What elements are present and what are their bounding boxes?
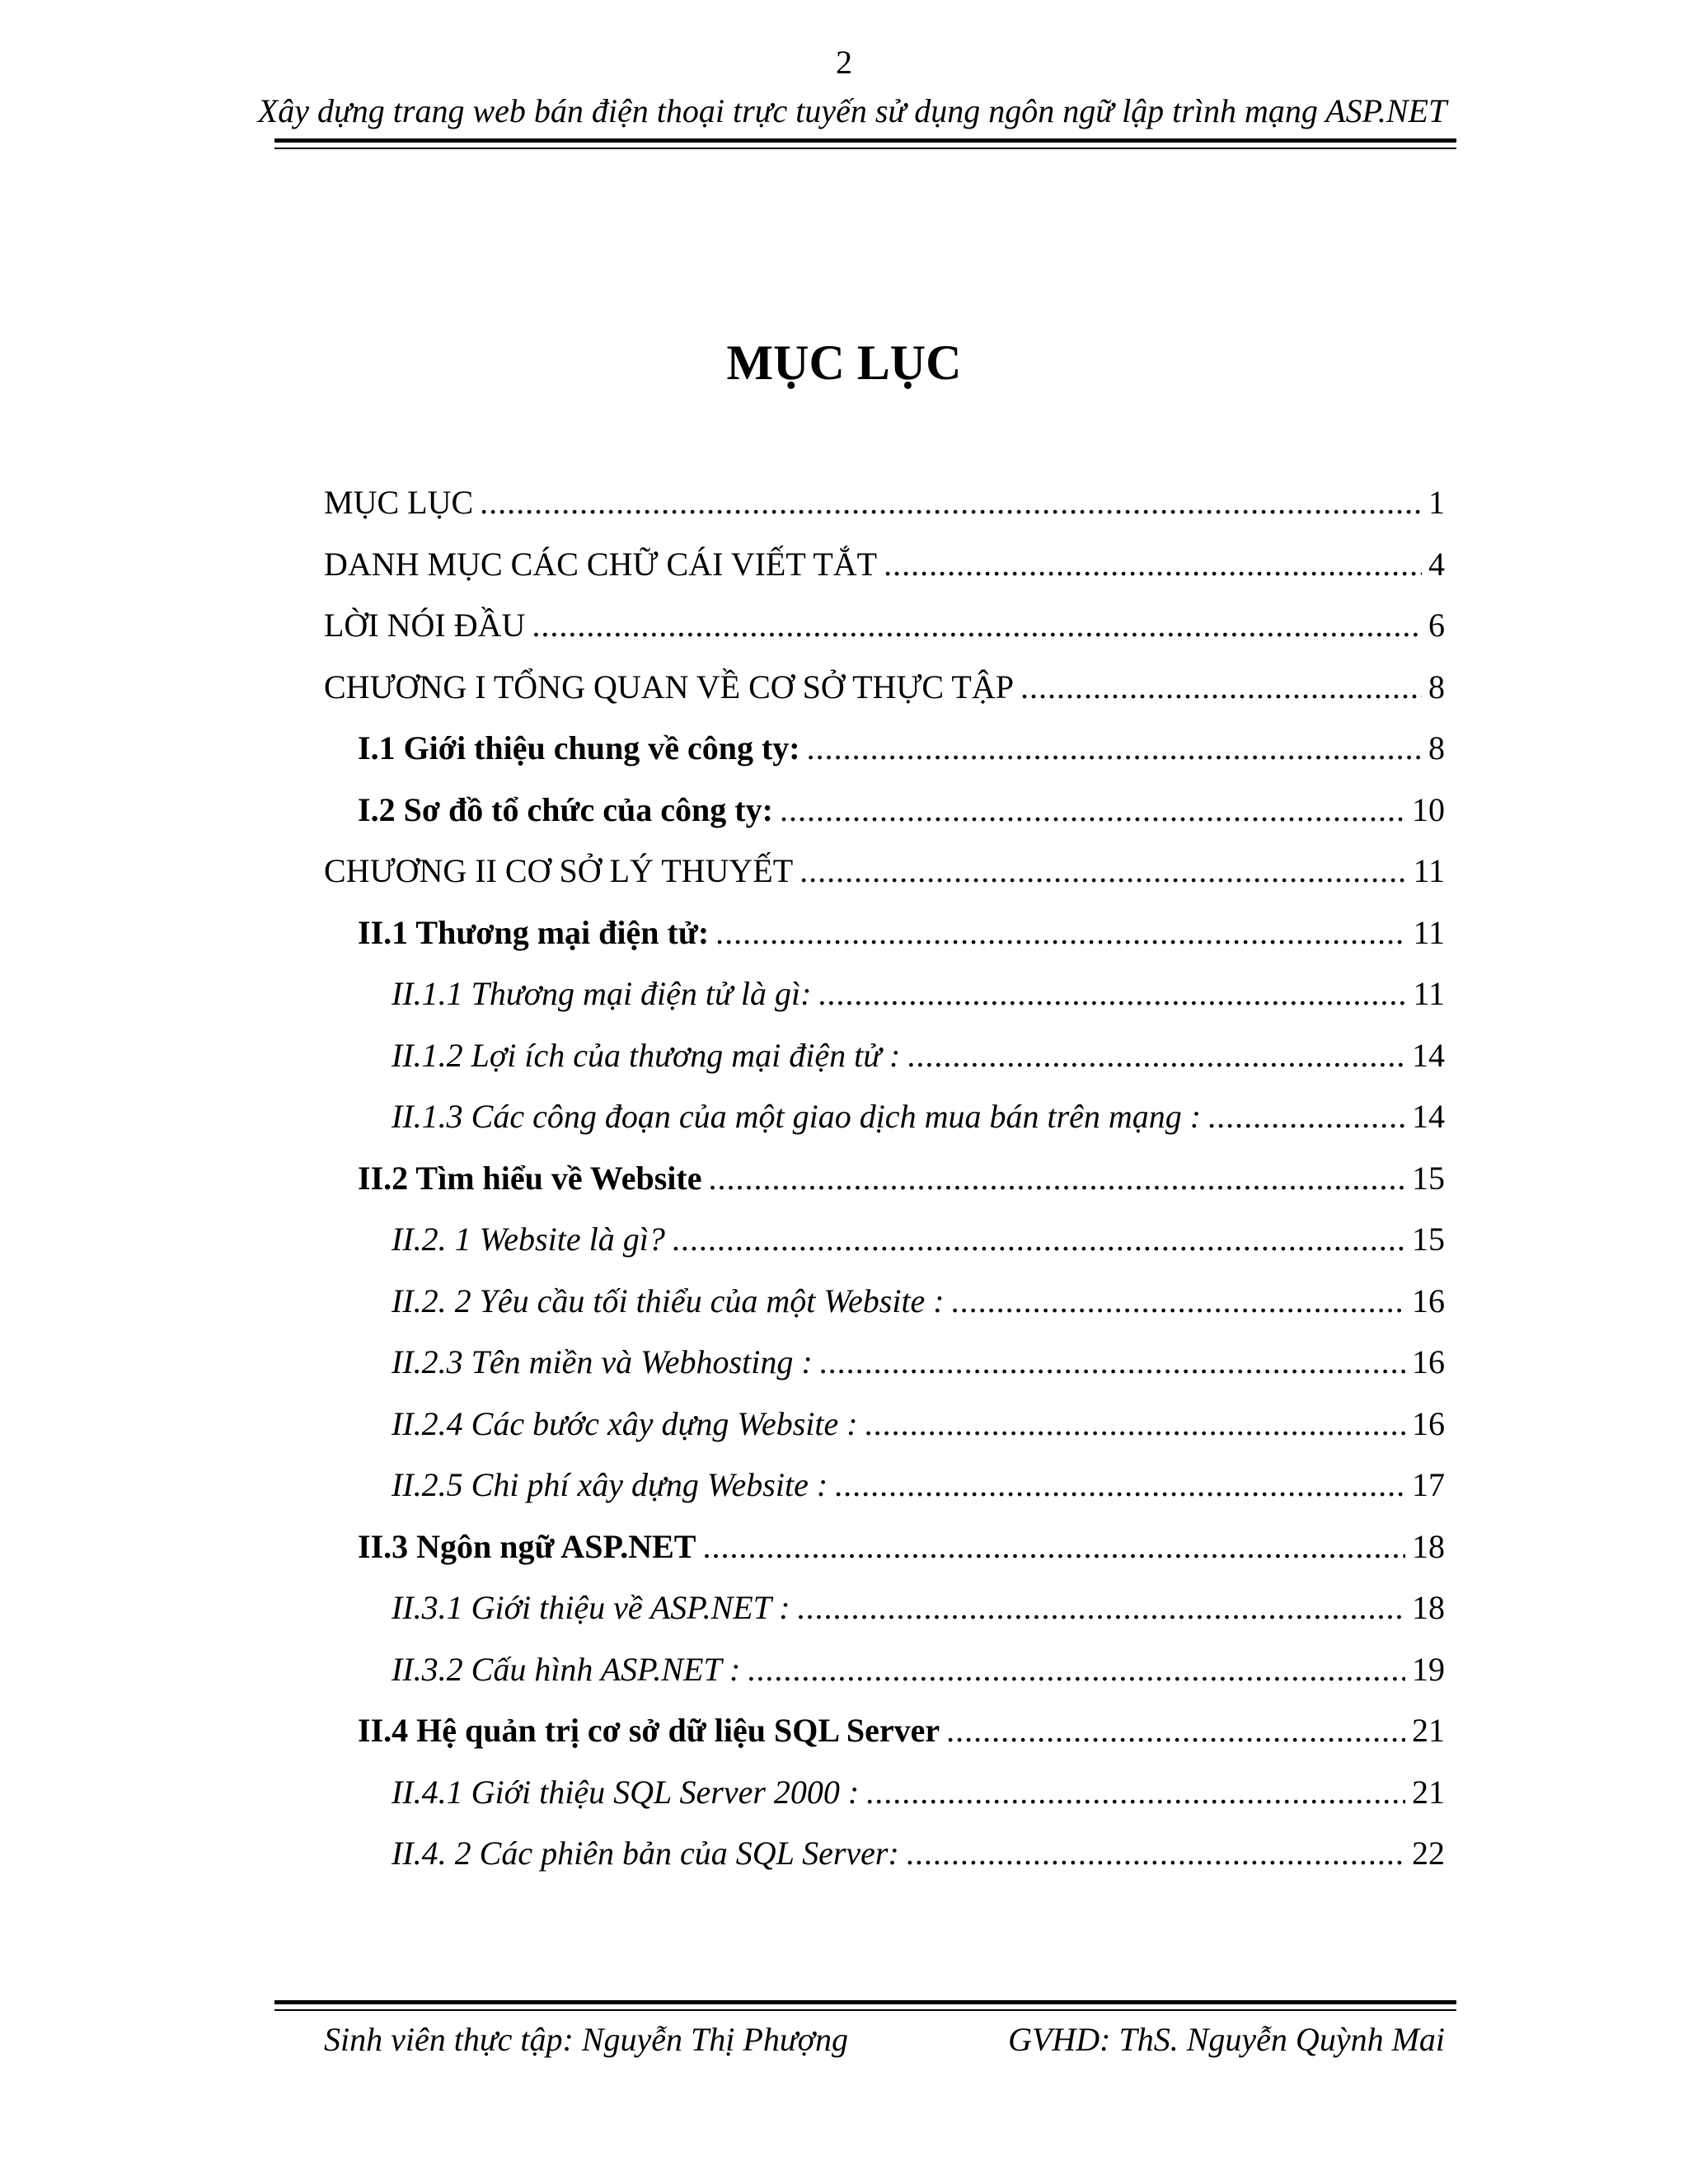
toc-entry-label: I.1 Giới thiệu chung về công ty: bbox=[358, 729, 800, 766]
toc-entry bbox=[392, 1399, 1445, 1449]
toc-dot-leader bbox=[702, 1522, 1405, 1572]
toc-dot-leader bbox=[780, 785, 1405, 835]
toc-entry-page: 18 bbox=[1412, 1527, 1445, 1565]
toc-dot-leader bbox=[799, 846, 1406, 896]
toc-entry bbox=[392, 1215, 1445, 1264]
toc-entry-label: II.2. 2 Yêu cầu tối thiểu của một Website : bbox=[392, 1282, 945, 1319]
toc-entry-page: 14 bbox=[1412, 1098, 1445, 1135]
toc-entry bbox=[324, 478, 1445, 527]
toc-entry-label: II.2.4 Các bước xây dựng Website : bbox=[392, 1404, 858, 1442]
toc-dot-leader bbox=[1020, 663, 1422, 712]
toc-entry-page: 18 bbox=[1412, 1589, 1445, 1626]
header-title: Xây dựng trang web bán điện thoại trực tuyến sử dụng ngôn ngữ lập trình mạng ASP.NET bbox=[257, 92, 1447, 129]
toc-dot-leader bbox=[865, 1768, 1405, 1817]
toc-entry-label: II.2.5 Chi phí xây dựng Website : bbox=[392, 1466, 828, 1503]
toc-entry-label: II.3 Ngôn ngữ ASP.NET bbox=[358, 1527, 696, 1565]
toc-entry-label: II.3.1 Giới thiệu về ASP.NET : bbox=[392, 1589, 790, 1626]
toc-entry-label: II.2.3 Tên miền và Webhosting : bbox=[392, 1343, 813, 1380]
toc-entry-page: 11 bbox=[1413, 975, 1445, 1012]
toc-entry bbox=[392, 1768, 1445, 1817]
toc-entry-label: I.2 Sơ đồ tổ chức của công ty: bbox=[358, 790, 773, 828]
toc-title: MỤC LỤC bbox=[726, 335, 962, 390]
toc-dot-leader bbox=[946, 1706, 1405, 1755]
toc-entry-page: 1 bbox=[1428, 484, 1445, 521]
toc-entry-page: 21 bbox=[1412, 1712, 1445, 1749]
toc-entry-page: 10 bbox=[1412, 790, 1445, 828]
toc-dot-leader bbox=[951, 1277, 1405, 1326]
toc-dot-leader bbox=[672, 1215, 1405, 1264]
footer-student: Sinh viên thực tập: Nguyễn Thị Phượng bbox=[324, 2021, 848, 2058]
toc-entry-page: 16 bbox=[1412, 1282, 1445, 1319]
toc-entry-label: II.4.1 Giới thiệu SQL Server 2000 : bbox=[392, 1773, 860, 1811]
toc-entry bbox=[358, 1154, 1445, 1203]
toc-entry-label: LỜI NÓI ĐẦU bbox=[324, 607, 526, 644]
toc-entry-page: 4 bbox=[1428, 545, 1445, 583]
toc-dot-leader bbox=[884, 540, 1422, 589]
toc-entry-page: 11 bbox=[1413, 913, 1445, 951]
toc-entry-label: CHƯƠNG II CƠ SỞ LÝ THUYẾT bbox=[324, 852, 794, 889]
toc-dot-leader bbox=[819, 1338, 1405, 1387]
toc-entry-page: 16 bbox=[1412, 1343, 1445, 1380]
toc-entry bbox=[392, 1460, 1445, 1510]
toc-dot-leader bbox=[480, 478, 1422, 527]
toc-entry-label: II.2. 1 Website là gì? bbox=[392, 1221, 665, 1258]
toc-entry bbox=[392, 1645, 1445, 1694]
toc-entry bbox=[358, 1522, 1445, 1572]
toc-entry-label: II.1.2 Lợi ích của thương mại điện tử : bbox=[392, 1036, 901, 1074]
toc-entry-page: 8 bbox=[1428, 729, 1445, 766]
toc-entry-page: 11 bbox=[1413, 852, 1445, 889]
toc-entry-label: II.1.3 Các công đoạn của một giao dịch mua bán trên mạng : bbox=[392, 1098, 1202, 1135]
toc-dot-leader bbox=[797, 1583, 1405, 1633]
toc-entry-label: II.3.2 Cấu hình ASP.NET : bbox=[392, 1650, 741, 1688]
toc-dot-leader bbox=[907, 1031, 1405, 1080]
toc-entry bbox=[358, 785, 1445, 835]
footer-rule-thin bbox=[274, 2009, 1456, 2011]
toc-entry-label: CHƯƠNG I TỔNG QUAN VỀ CƠ SỞ THỰC TẬP bbox=[324, 668, 1014, 705]
toc-entry-page: 19 bbox=[1412, 1650, 1445, 1688]
toc-dot-leader bbox=[807, 724, 1422, 773]
toc-dot-leader bbox=[1207, 1092, 1405, 1141]
toc-entry-label: MỤC LỤC bbox=[324, 484, 474, 521]
toc-entry bbox=[324, 663, 1445, 712]
toc-entry-page: 16 bbox=[1412, 1404, 1445, 1442]
toc-entry bbox=[324, 846, 1445, 896]
toc-entry-page: 21 bbox=[1412, 1773, 1445, 1811]
toc-entry-label: DANH MỤC CÁC CHỮ CÁI VIẾT TẮT bbox=[324, 545, 878, 583]
toc-entry bbox=[358, 908, 1445, 958]
toc-entry-page: 14 bbox=[1412, 1036, 1445, 1074]
toc-entry bbox=[392, 1031, 1445, 1080]
toc-entry bbox=[392, 1092, 1445, 1141]
toc-entry-page: 8 bbox=[1428, 668, 1445, 705]
toc-entry bbox=[358, 1706, 1445, 1755]
toc-entry-label: II.1 Thương mại điện tử: bbox=[358, 913, 710, 951]
toc-entry-label: II.2 Tìm hiểu về Website bbox=[358, 1159, 702, 1197]
toc-entry bbox=[392, 1338, 1445, 1387]
toc-entry bbox=[392, 1829, 1445, 1878]
toc-entry bbox=[324, 540, 1445, 589]
toc-dot-leader bbox=[818, 969, 1406, 1019]
toc-dot-leader bbox=[834, 1460, 1405, 1510]
toc-entry-page: 6 bbox=[1428, 607, 1445, 644]
toc-dot-leader bbox=[906, 1829, 1405, 1878]
toc-entry-label: II.4. 2 Các phiên bản của SQL Server: bbox=[392, 1835, 899, 1872]
toc-dot-leader bbox=[747, 1645, 1405, 1694]
page-number: 2 bbox=[836, 44, 852, 81]
toc-entry bbox=[392, 1277, 1445, 1326]
toc-dot-leader bbox=[865, 1399, 1405, 1449]
toc-entry-label: II.4 Hệ quản trị cơ sở dữ liệu SQL Server bbox=[358, 1712, 940, 1749]
toc-entry-page: 17 bbox=[1412, 1466, 1445, 1503]
toc-entry bbox=[358, 724, 1445, 773]
toc-dot-leader bbox=[532, 601, 1422, 650]
toc-entry-page: 15 bbox=[1412, 1221, 1445, 1258]
toc-dot-leader bbox=[715, 908, 1406, 958]
toc-entry-page: 15 bbox=[1412, 1159, 1445, 1197]
toc-dot-leader bbox=[708, 1154, 1405, 1203]
toc-entry bbox=[392, 969, 1445, 1019]
toc-entry-page: 22 bbox=[1412, 1835, 1445, 1872]
footer-advisor: GVHD: ThS. Nguyễn Quỳnh Mai bbox=[1008, 2021, 1445, 2058]
toc-entry bbox=[392, 1583, 1445, 1633]
toc-entry bbox=[324, 601, 1445, 650]
footer-rule-thick bbox=[274, 2000, 1456, 2004]
toc-entry-label: II.1.1 Thương mại điện tử là gì: bbox=[392, 975, 812, 1012]
